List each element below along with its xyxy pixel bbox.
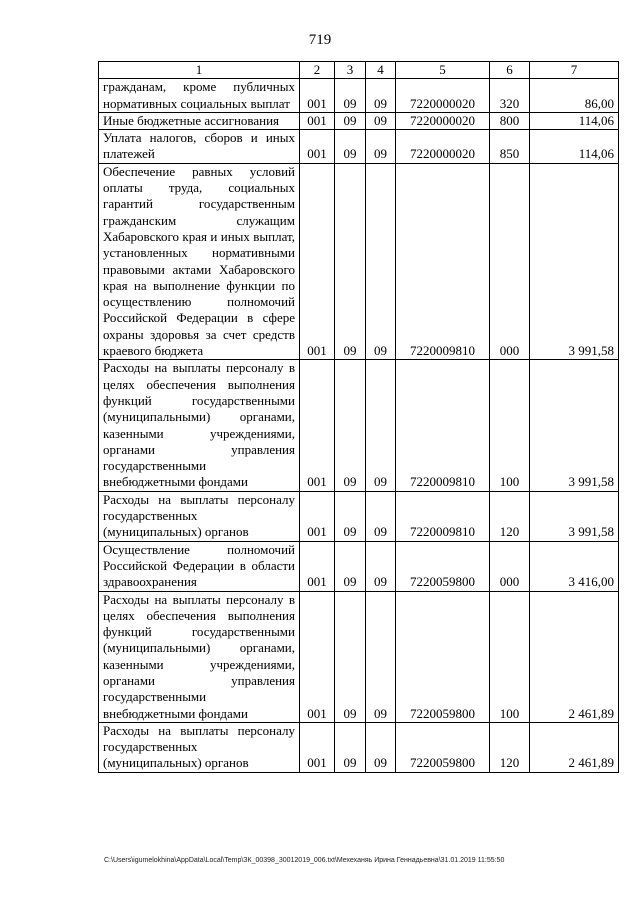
cell-target: 7220000020 bbox=[396, 112, 490, 129]
cell-code: 001 bbox=[300, 541, 335, 591]
cell-amount: 114,06 bbox=[530, 130, 619, 164]
cell-section: 09 bbox=[335, 163, 366, 360]
cell-section: 09 bbox=[335, 130, 366, 164]
cell-subsection: 09 bbox=[366, 163, 396, 360]
table-row bbox=[99, 491, 619, 541]
table-row bbox=[99, 541, 619, 591]
cell-amount: 2 461,89 bbox=[530, 591, 619, 722]
cell-target: 7220059800 bbox=[396, 591, 490, 722]
budget-table bbox=[98, 61, 619, 773]
footer-file-path: C:\Users\igumelokhina\AppData\Local\Temp\ЗК_00398_30012019_006.txt\Мехеханяь Ирина Геннадьевна\31.01.2019 11:55:50 bbox=[104, 857, 505, 864]
cell-amount: 3 416,00 bbox=[530, 541, 619, 591]
cell-code: 001 bbox=[300, 491, 335, 541]
cell-subsection: 09 bbox=[366, 491, 396, 541]
cell-section: 09 bbox=[335, 722, 366, 772]
row-name: Расходы на выплаты персоналу государственных (муниципальных) органов bbox=[99, 491, 300, 541]
cell-section: 09 bbox=[335, 360, 366, 491]
cell-code: 001 bbox=[300, 79, 335, 113]
table-row bbox=[99, 112, 619, 129]
cell-type: 000 bbox=[490, 541, 530, 591]
row-name: Расходы на выплаты персоналу в целях обеспечения выполнения функций государственными (муниципальными) органами, казенными учреждениями, органами управления государственными внебюджетными фондами bbox=[99, 360, 300, 491]
cell-subsection: 09 bbox=[366, 591, 396, 722]
cell-target: 7220000020 bbox=[396, 79, 490, 113]
cell-amount: 114,06 bbox=[530, 112, 619, 129]
page-number: 719 bbox=[308, 32, 332, 48]
cell-type: 100 bbox=[490, 360, 530, 491]
cell-type: 100 bbox=[490, 591, 530, 722]
table-row bbox=[99, 130, 619, 164]
cell-code: 001 bbox=[300, 360, 335, 491]
cell-target: 7220000020 bbox=[396, 130, 490, 164]
cell-type: 120 bbox=[490, 491, 530, 541]
column-header: 3 bbox=[335, 62, 366, 79]
cell-subsection: 09 bbox=[366, 722, 396, 772]
cell-type: 120 bbox=[490, 722, 530, 772]
table-row bbox=[99, 163, 619, 360]
row-name: Осуществление полномочий Российской Федерации в области здравоохранения bbox=[99, 541, 300, 591]
cell-target: 7220009810 bbox=[396, 163, 490, 360]
header-row bbox=[99, 62, 619, 79]
cell-type: 850 bbox=[490, 130, 530, 164]
cell-amount: 86,00 bbox=[530, 79, 619, 113]
column-header: 2 bbox=[300, 62, 335, 79]
table-row bbox=[99, 79, 619, 113]
row-name: Расходы на выплаты персоналу в целях обеспечения выполнения функций государственными (муниципальными) органами, казенными учреждениями, органами управления государственными внебюджетными фондами bbox=[99, 591, 300, 722]
cell-subsection: 09 bbox=[366, 360, 396, 491]
row-name: гражданам, кроме публичных нормативных социальных выплат bbox=[99, 79, 300, 113]
cell-subsection: 09 bbox=[366, 112, 396, 129]
cell-amount: 3 991,58 bbox=[530, 163, 619, 360]
column-header: 6 bbox=[490, 62, 530, 79]
cell-subsection: 09 bbox=[366, 79, 396, 113]
row-name: Расходы на выплаты персоналу государственных (муниципальных) органов bbox=[99, 722, 300, 772]
cell-code: 001 bbox=[300, 591, 335, 722]
cell-subsection: 09 bbox=[366, 541, 396, 591]
cell-type: 800 bbox=[490, 112, 530, 129]
cell-amount: 3 991,58 bbox=[530, 360, 619, 491]
cell-code: 001 bbox=[300, 112, 335, 129]
cell-code: 001 bbox=[300, 722, 335, 772]
cell-type: 000 bbox=[490, 163, 530, 360]
table-row bbox=[99, 360, 619, 491]
cell-section: 09 bbox=[335, 112, 366, 129]
column-header: 1 bbox=[99, 62, 300, 79]
cell-type: 320 bbox=[490, 79, 530, 113]
cell-target: 7220059800 bbox=[396, 722, 490, 772]
cell-amount: 2 461,89 bbox=[530, 722, 619, 772]
cell-target: 7220009810 bbox=[396, 491, 490, 541]
column-header: 7 bbox=[530, 62, 619, 79]
cell-target: 7220009810 bbox=[396, 360, 490, 491]
table-row bbox=[99, 591, 619, 722]
cell-target: 7220059800 bbox=[396, 541, 490, 591]
cell-section: 09 bbox=[335, 591, 366, 722]
cell-amount: 3 991,58 bbox=[530, 491, 619, 541]
cell-subsection: 09 bbox=[366, 130, 396, 164]
row-name: Уплата налогов, сборов и иных платежей bbox=[99, 130, 300, 164]
cell-section: 09 bbox=[335, 79, 366, 113]
cell-code: 001 bbox=[300, 130, 335, 164]
row-name: Иные бюджетные ассигнования bbox=[99, 112, 300, 129]
table-row bbox=[99, 722, 619, 772]
column-header: 4 bbox=[366, 62, 396, 79]
row-name: Обеспечение равных условий оплаты труда, социальных гарантий государственным гражданским служащим Хабаровского края и иных выплат, установленных нормативными правовыми актами Хабаровского края на выполнение функции по осуществлению полномочий Российской Федерации в сфере охраны здоровья за счет средств краевого бюджета bbox=[99, 163, 300, 360]
cell-section: 09 bbox=[335, 541, 366, 591]
cell-code: 001 bbox=[300, 163, 335, 360]
column-header: 5 bbox=[396, 62, 490, 79]
cell-section: 09 bbox=[335, 491, 366, 541]
